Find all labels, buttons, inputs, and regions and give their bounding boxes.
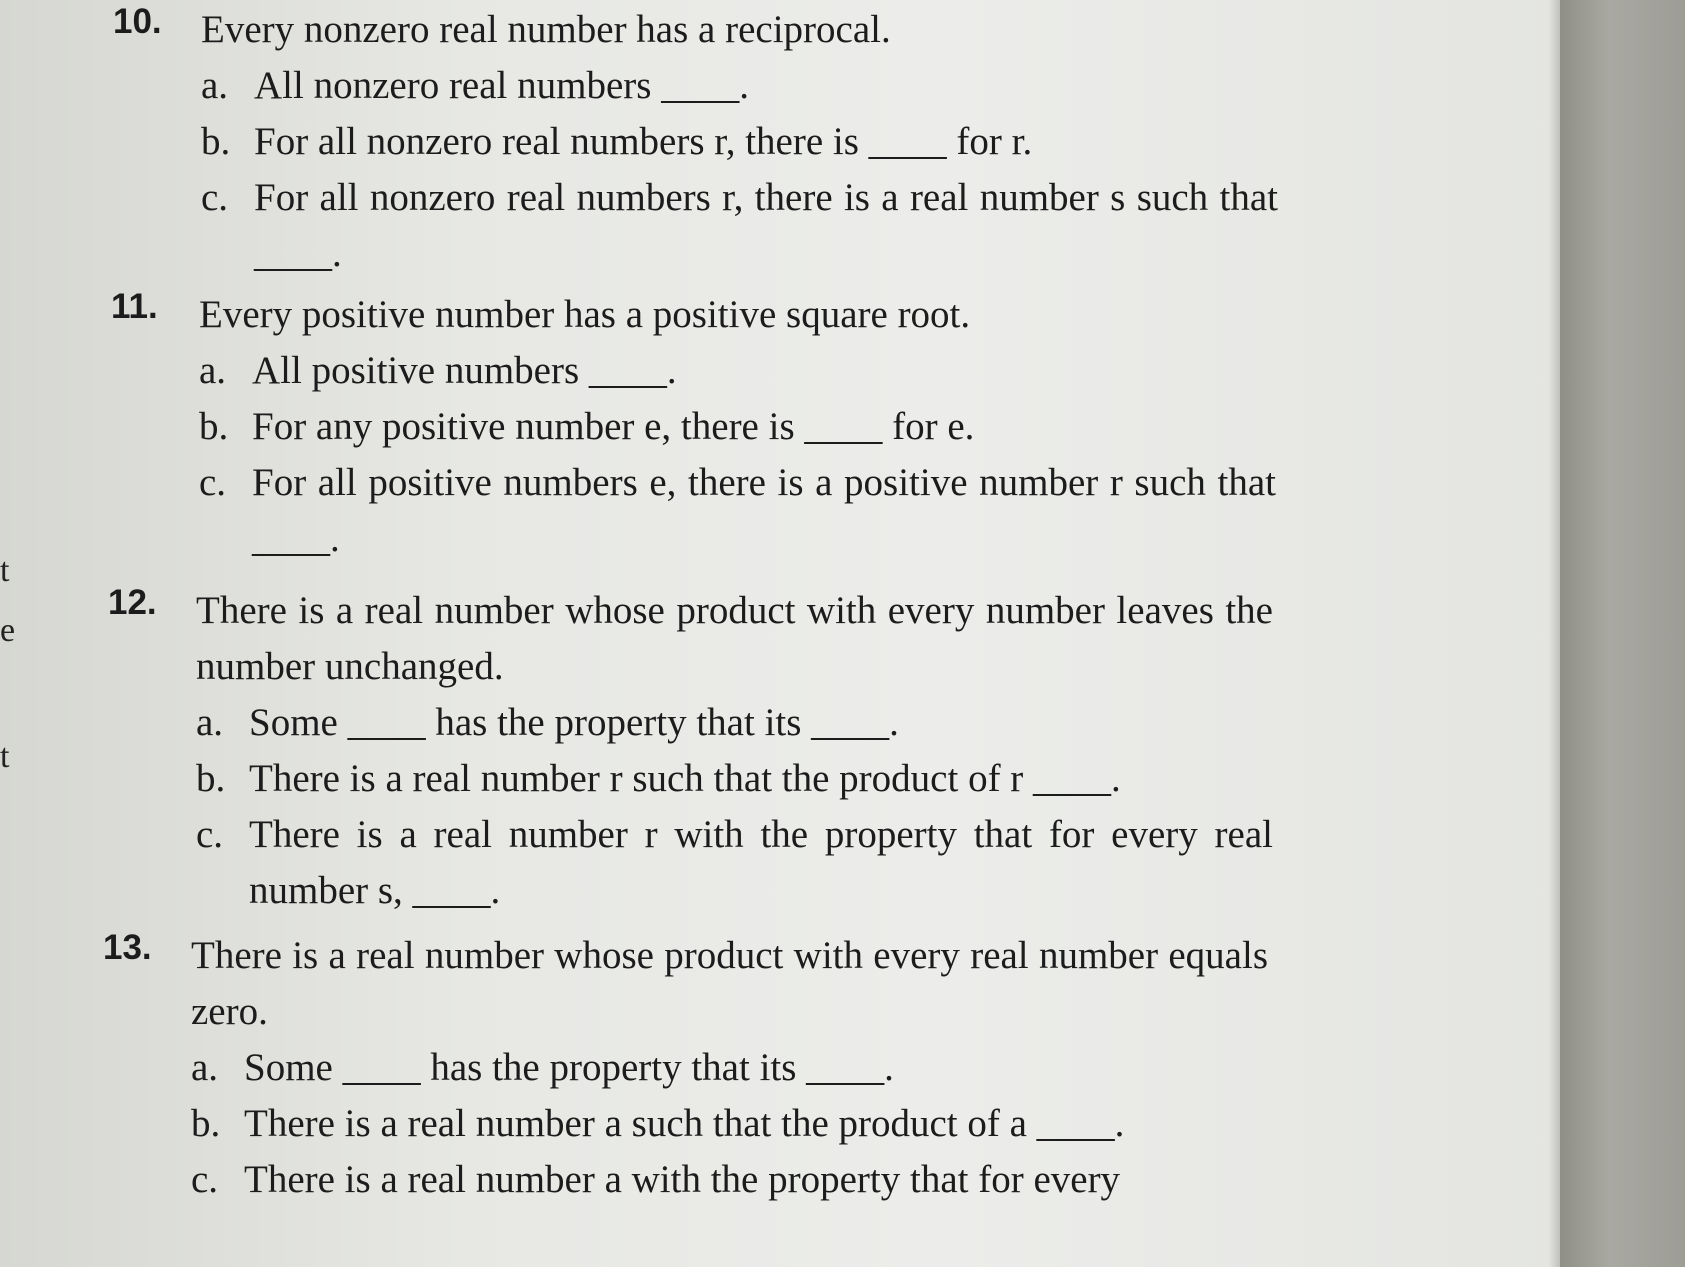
part-letter: b.: [191, 1102, 221, 1145]
part-a: [196, 695, 1273, 751]
part-text: All positive numbers ____.: [252, 349, 677, 392]
part-letter: a.: [199, 349, 227, 392]
part-letter: c.: [191, 1158, 219, 1201]
part-b: [196, 751, 1273, 807]
part-text: All nonzero real numbers ____.: [254, 64, 749, 107]
problem-number: 12.: [108, 583, 157, 622]
problem-13: [103, 928, 1268, 1208]
part-text: Some ____ has the property that its ____.: [249, 701, 899, 744]
part-letter: c.: [199, 461, 227, 504]
problem-statement: Every positive number has a positive square root.: [199, 293, 971, 336]
part-letter: b.: [201, 120, 231, 163]
part-a: [201, 58, 1278, 114]
problem-11: [111, 287, 1276, 567]
part-text: For all nonzero real numbers r, there is a real number s such that ____.: [254, 176, 1278, 275]
problem-number: 13.: [103, 928, 152, 967]
problem-10: [113, 2, 1278, 282]
part-letter: b.: [199, 405, 229, 448]
margin-fragment: t: [0, 552, 10, 589]
part-c: [199, 455, 1276, 567]
part-b: [201, 114, 1278, 170]
margin-fragment: e: [0, 612, 16, 649]
problem-statement: There is a real number whose product with every number leaves the number unchanged.: [196, 589, 1273, 688]
part-b: [191, 1096, 1268, 1152]
margin-fragment: t: [0, 738, 10, 775]
problem-number: 11.: [111, 287, 158, 326]
part-c: [201, 170, 1278, 282]
part-letter: c.: [196, 813, 224, 856]
part-letter: b.: [196, 757, 226, 800]
part-text: There is a real number a with the property that for every: [244, 1158, 1121, 1201]
part-c: [191, 1152, 1268, 1208]
problem-statement: There is a real number whose product with every real number equals zero.: [191, 934, 1268, 1033]
part-a: [199, 343, 1276, 399]
part-c: [196, 807, 1273, 919]
part-text: For any positive number e, there is ____ for e.: [252, 405, 975, 448]
part-text: There is a real number r with the property that for every real number s, ____.: [249, 813, 1273, 912]
part-letter: c.: [201, 176, 229, 219]
problem-number: 10.: [113, 2, 162, 41]
part-text: For all positive numbers e, there is a positive number r such that ____.: [252, 461, 1276, 560]
problem-12: [108, 583, 1273, 919]
part-b: [199, 399, 1276, 455]
part-text: Some ____ has the property that its ____.: [244, 1046, 894, 1089]
part-text: For all nonzero real numbers r, there is ____ for r.: [254, 120, 1033, 163]
part-text: There is a real number r such that the product of r ____.: [249, 757, 1121, 800]
part-a: [191, 1040, 1268, 1096]
part-letter: a.: [191, 1046, 219, 1089]
problem-statement: Every nonzero real number has a reciprocal.: [201, 8, 891, 51]
part-text: There is a real number a such that the product of a ____.: [244, 1102, 1125, 1145]
part-letter: a.: [196, 701, 224, 744]
facing-page-edge: [1560, 0, 1685, 1267]
part-letter: a.: [201, 64, 229, 107]
